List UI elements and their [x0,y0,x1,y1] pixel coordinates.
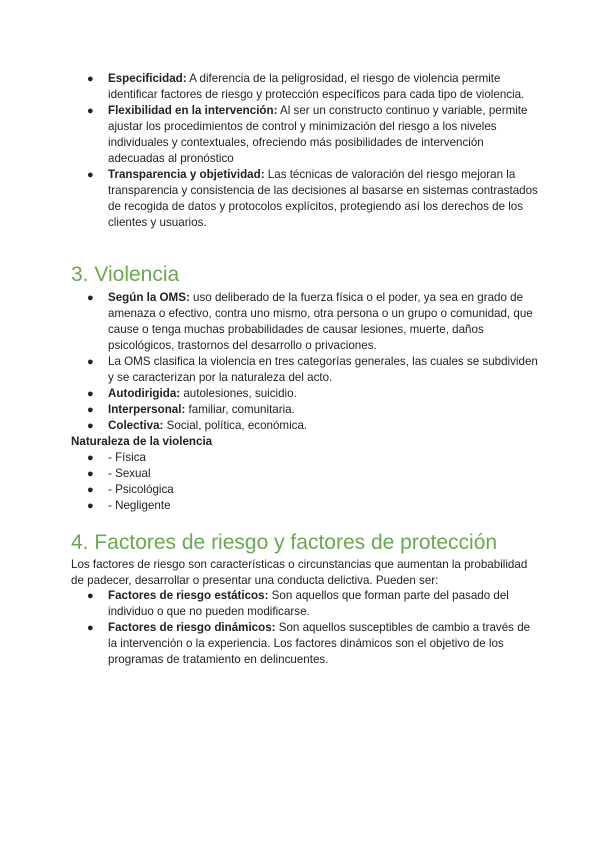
bullet-icon: ● [87,420,94,432]
list-item-term: Según la OMS: [108,291,190,304]
risk-factors-list [71,588,541,668]
list-item-term: Especificidad: [108,72,187,85]
section-heading: 3. Violencia [71,263,180,286]
list-item [71,482,541,498]
list-item-term: Transparencia y objetividad: [108,168,265,181]
list-item-text: Son aquellos que forman parte del pasado del individuo o que no pueden modificarse. [108,589,509,618]
list-item-term: Factores de riesgo dinámicos: [108,621,276,634]
list-item [71,354,541,386]
section-heading: 4. Factores de riesgo y factores de protección [71,531,498,554]
list-item [71,71,541,103]
bullet-icon: ● [87,468,94,480]
list-item-text: Al ser un constructo continuo y variable, permite ajustar los procedimientos de control y minimización del riesgo a los niveles individuales y contextuales, ofreciendo más posibilidades de intervención adecuadas al pronóstico [108,104,528,165]
nature-list [71,450,541,514]
list-item-text: Son aquellos susceptibles de cambio a través de la intervención o la experiencia. Los factores dinámicos son el objetivo de los programas de tratamiento en delincuentes. [108,621,531,666]
list-item-text: - Psicológica [108,483,174,496]
list-item-term: Autodirigida: [108,387,181,400]
section-intro: Los factores de riesgo son características o circunstancias que aumentan la probabilidad de padecer, desarrollar o presentar una conducta delictiva. Pueden ser: [71,558,528,587]
list-item-text: familiar, comunitaria. [185,403,295,416]
list-item [71,466,541,482]
bullet-icon: ● [87,452,94,464]
intro-list [71,71,541,231]
violence-list [71,290,541,434]
list-item-text: uso deliberado de la fuerza física o el poder, ya sea en grado de amenaza o efectivo, contra uno mismo, otra persona o un grupo o comunidad, que cause o tenga muchas probabilidades de causar lesiones, muerte, daños psicológicos, trastornos del desarrollo o privaciones. [108,291,533,352]
list-item [71,418,541,434]
list-item-text: La OMS clasifica la violencia en tres categorías generales, las cuales se subdividen y se caracterizan por la naturaleza del acto. [108,355,538,384]
list-item-term: Flexibilidad en la intervención: [108,104,278,117]
bullet-icon: ● [87,169,94,181]
list-item-text: A diferencia de la peligrosidad, el riesgo de violencia permite identificar factores de riesgo y protección específicos para cada tipo de violencia. [108,72,525,101]
list-item [71,103,541,167]
list-item-text: Las técnicas de valoración del riesgo mejoran la transparencia y consistencia de las decisiones al basarse en sistemas contrastados de recogida de datos y protocolos explícitos, protegiendo así los derechos de los clientes y usuarios. [108,168,538,229]
bullet-icon: ● [87,388,94,400]
bullet-icon: ● [87,404,94,416]
list-item-text: - Negligente [108,499,171,512]
list-item-text: - Física [108,451,147,464]
list-item [71,386,541,402]
list-item [71,402,541,418]
list-item-text: Social, política, económica. [163,419,308,432]
bullet-icon: ● [87,105,94,117]
list-item [71,450,541,466]
list-item [71,588,541,620]
bullet-icon: ● [87,500,94,512]
bullet-icon: ● [87,622,94,634]
bullet-icon: ● [87,73,94,85]
nature-label: Naturaleza de la violencia [71,435,213,448]
bullet-icon: ● [87,356,94,368]
bullet-icon: ● [87,484,94,496]
list-item-term: Factores de riesgo estáticos: [108,589,269,602]
list-item [71,498,541,514]
list-item-term: Interpersonal: [108,403,186,416]
list-item [71,290,541,354]
list-item-term: Colectiva: [108,419,164,432]
list-item-text: autolesiones, suicidio. [180,387,297,400]
list-item [71,620,541,668]
list-item [71,167,541,231]
bullet-icon: ● [87,292,94,304]
list-item-text: - Sexual [108,467,151,480]
bullet-icon: ● [87,590,94,602]
